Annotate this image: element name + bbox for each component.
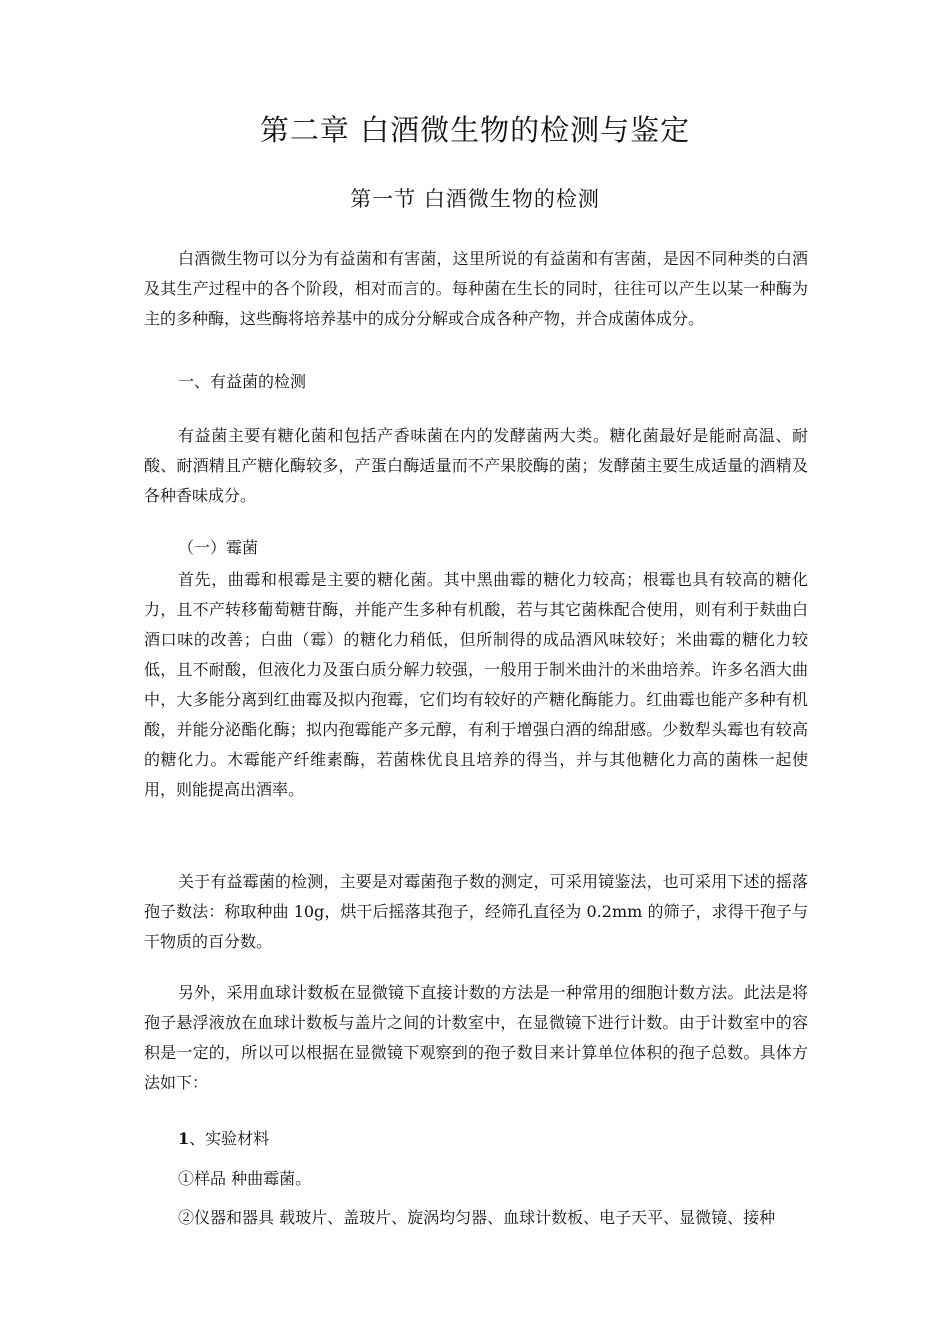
subheading-mold: （一）霉菌: [178, 538, 259, 557]
chapter-title: 第二章 白酒微生物的检测与鉴定: [259, 113, 691, 147]
list-item-sample: ①样品 种曲霉菌。: [178, 1169, 312, 1188]
paragraph-spore-detection: 关于有益霉菌的检测，主要是对霉菌孢子数的测定，可采用镜鉴法，也可采用下述的摇落孢子数法：称取种曲 10g，烘干后摇落其孢子，经筛孔直径为 0.2mm 的筛子，求得干孢子与干物质的百分数。: [144, 872, 808, 951]
heading-materials-text: 、实验材料: [189, 1129, 270, 1148]
heading-materials-number: 1: [178, 1129, 190, 1148]
paragraph-hemocytometer: 另外，采用血球计数板在显微镜下直接计数的方法是一种常用的细胞计数方法。此法是将孢子悬浮液放在血球计数板与盖片之间的计数室中，在显微镜下进行计数。由于计数室中的容积是一定的，所以可以根据在显微镜下观察到的孢子数目来计算单位体积的孢子总数。具体方法如下：: [144, 983, 808, 1092]
paragraph-mold: 首先，曲霉和根霉是主要的糖化菌。其中黑曲霉的糖化力较高；根霉也具有较高的糖化力，且不产转移葡萄糖苷酶，并能产生多种有机酸，若与其它菌株配合使用，则有利于麸曲白酒口味的改善；白曲（霉）的糖化力稍低，但所制得的成品酒风味较好；米曲霉的糖化力较低，且不耐酸，但液化力及蛋白质分解力较强，一般用于制米曲汁的米曲培养。许多名酒大曲中，大多能分离到红曲霉及拟内孢霉，它们均有较好的产糖化酶能力。红曲霉也能产多种有机酸，并能分泌酯化酶；拟内孢霉能产多元醇，有利于增强白酒的绵甜感。少数犁头霉也有较高的糖化力。木霉能产纤维素酶，若菌株优良且培养的得当，并与其他糖化力高的菌株一起使用，则能提高出酒率。: [144, 570, 808, 799]
paragraph-beneficial-bacteria: 有益菌主要有糖化菌和包括产香味菌在内的发酵菌两大类。糖化菌最好是能耐高温、耐酸、耐酒精且产糖化酶较多，产蛋白酶适量而不产果胶酶的菌；发酵菌主要生成适量的酒精及各种香味成分。: [144, 426, 808, 505]
heading-materials: [178, 1124, 269, 1154]
section-title: 第一节 白酒微生物的检测: [350, 187, 600, 211]
heading-beneficial-bacteria: 一、有益菌的检测: [178, 372, 307, 391]
list-item-instruments: ②仪器和器具 载玻片、盖玻片、旋涡均匀器、血球计数板、电子天平、显微镜、接种: [178, 1208, 776, 1227]
intro-paragraph: 白酒微生物可以分为有益菌和有害菌，这里所说的有益菌和有害菌，是因不同种类的白酒及其生产过程中的各个阶段，相对而言的。每种菌在生长的同时，往往可以产生以某一种酶为主的多种酶，这些酶将培养基中的成分分解或合成各种产物，并合成菌体成分。: [144, 249, 808, 328]
